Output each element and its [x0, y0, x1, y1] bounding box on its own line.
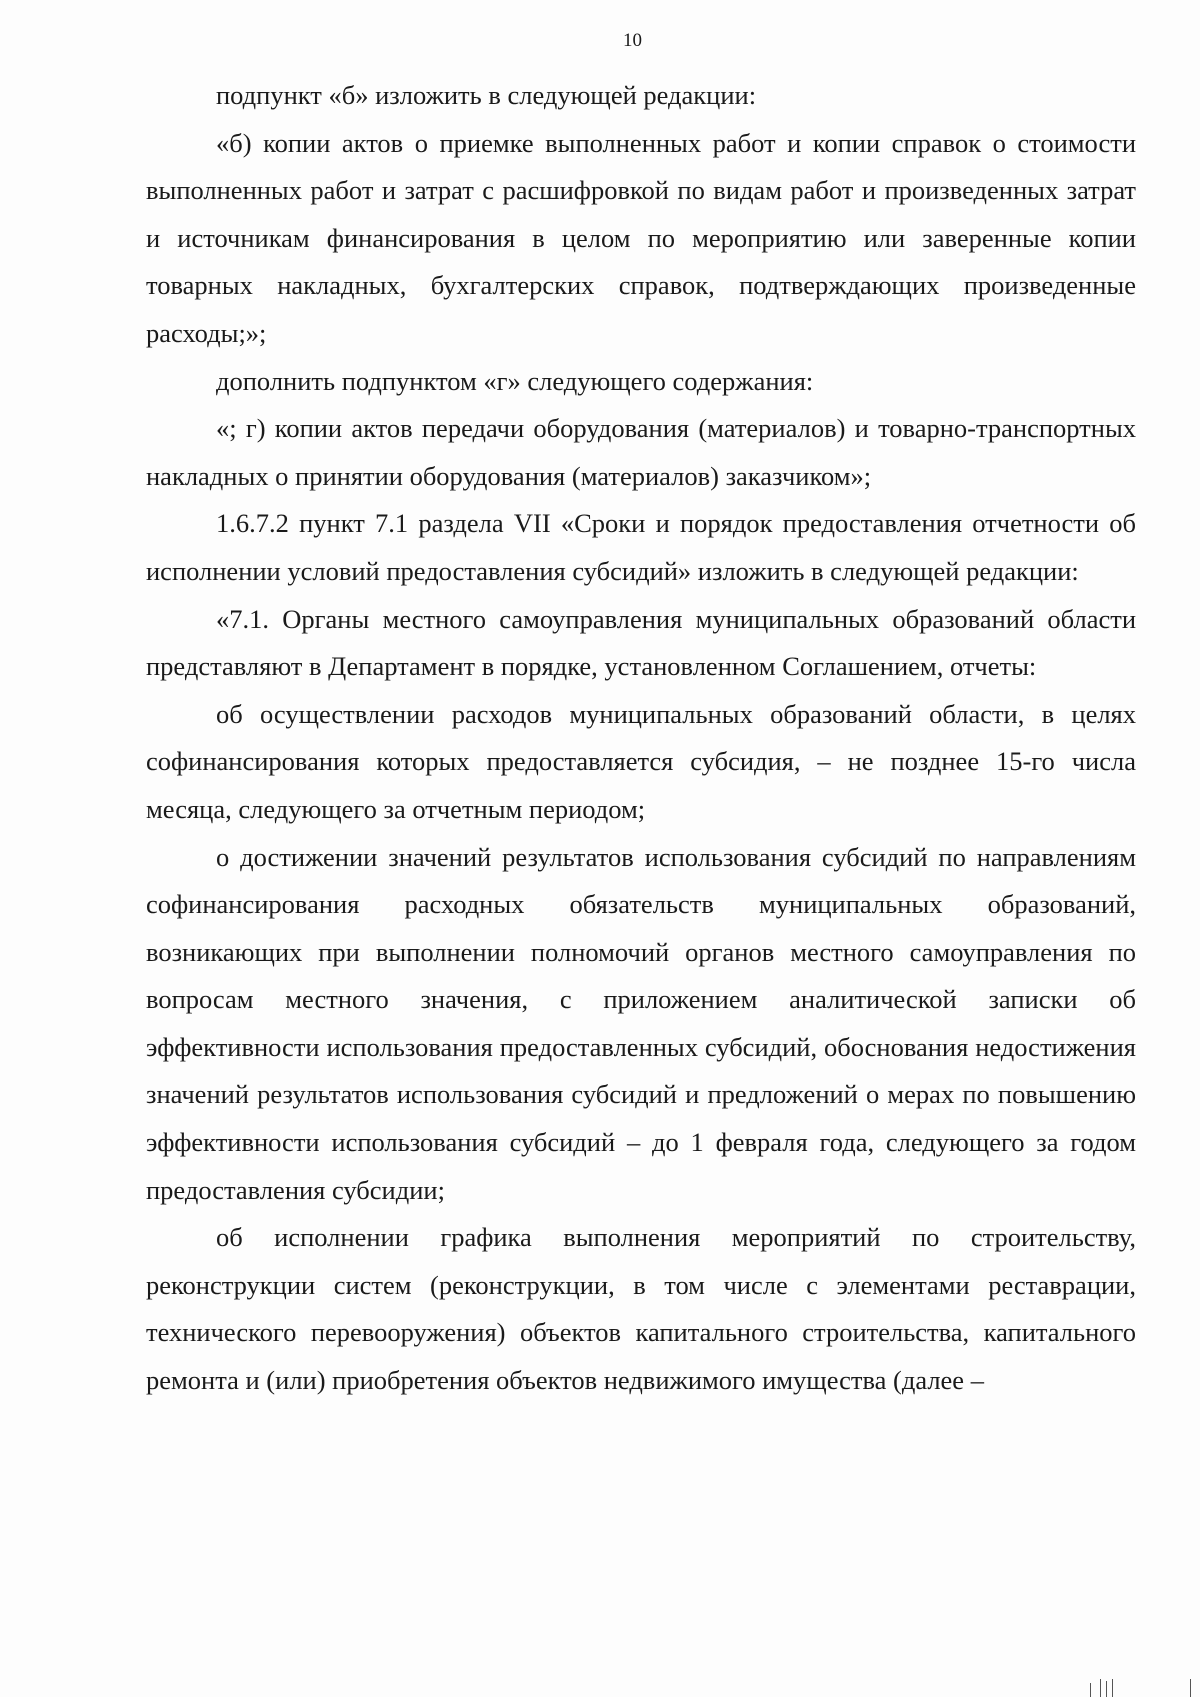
paragraph-3: дополнить подпунктом «г» следующего содержания:	[216, 365, 814, 396]
page-number: 10	[623, 30, 642, 51]
document-body	[146, 72, 1136, 1405]
paragraph-1: подпункт «б» изложить в следующей редакции:	[216, 80, 757, 110]
paragraph-4: «; г) копии актов передачи оборудования (материалов) и товарно-транспортных накладных о принятии оборудования (материалов) заказчиком»;	[146, 413, 1136, 491]
paragraph-5: 1.6.7.2 пункт 7.1 раздела VII «Сроки и порядок предоставления отчетности об исполнении условий предоставления субсидий» изложить в следующей редакции:	[146, 508, 1136, 586]
scan-edge-marks	[1060, 1677, 1200, 1697]
paragraph-9: об исполнении графика выполнения мероприятий по строительству, реконструкции систем (реконструкции, в том числе с элементами реставрации, технического перевооружения) объектов капитального строительства, капитального ремонта и (или) приобретения объектов недвижимого имущества (далее –	[146, 1222, 1136, 1396]
paragraph-2: «б) копии актов о приемке выполненных работ и копии справок о стоимости выполненных работ и затрат с расшифровкой по видам работ и произведенных затрат и источникам финансирования в целом по мероприятию или заверенные копии товарных накладных, бухгалтерских справок, подтверждающих произведенные расходы;»;	[146, 127, 1136, 348]
paragraph-6: «7.1. Органы местного самоуправления муниципальных образований области представляют в Департамент в порядке, установленном Соглашением, отчеты:	[146, 603, 1136, 682]
paragraph-7: об осуществлении расходов муниципальных образований области, в целях софинансирования которых предоставляется субсидия, – не позднее 15-го числа месяца, следующего за отчетным периодом;	[146, 698, 1136, 824]
paragraph-8: о достижении значений результатов использования субсидий по направлениям софинансирования расходных обязательств муниципальных образований, возникающих при выполнении полномочий органов местного самоуправления по вопросам местного значения, с приложением аналитической записки об эффективности использования предоставленных субсидий, обоснования недостижения значений результатов использования субсидий и предложений о мерах по повышению эффективности использования субсидий – до 1 февраля года, следующего за годом предоставления субсидии;	[146, 841, 1136, 1205]
